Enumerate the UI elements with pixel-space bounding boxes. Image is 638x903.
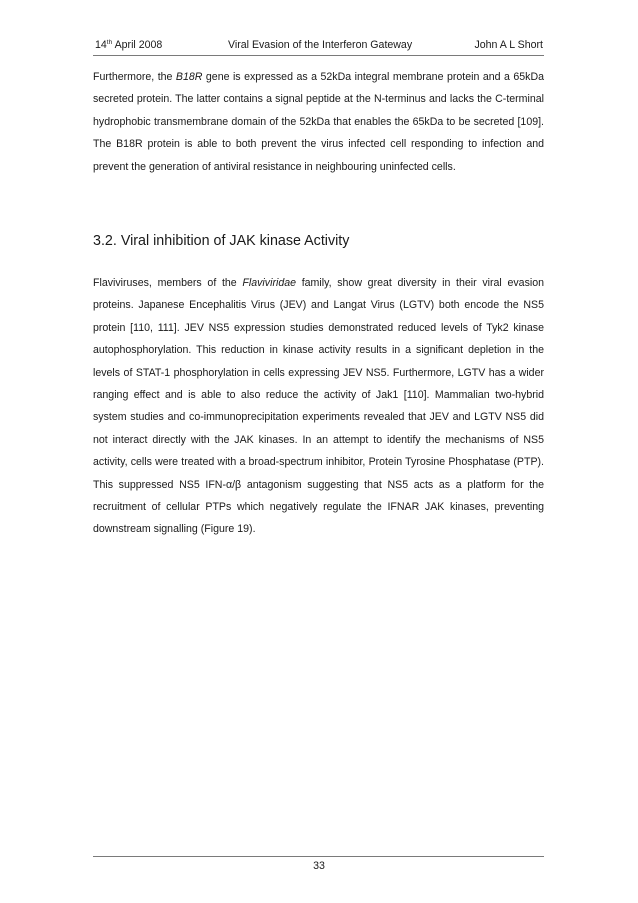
header-divider [93, 55, 544, 56]
paragraph-jak-inhibition [93, 272, 544, 541]
running-header [95, 37, 543, 53]
header-date-day: 14 [95, 39, 107, 51]
header-date-suffix: th [106, 39, 113, 46]
header-author: John A L Short [474, 39, 543, 51]
page-number: 33 [313, 860, 325, 872]
gene-name-b18r: B18R [175, 71, 203, 83]
family-name-flaviviridae: Flaviviridae [242, 277, 296, 289]
paragraph-jak-text-2: family, show great diversity in their viral evasion proteins. Japanese Encephalitis Virus (JEV) and Langat Virus (LGTV) both encode the NS5 protein [110, 111]. JEV NS5 expression studies demonstrated reduced levels of Tyk2 kinase autophosphorylation. This reduction in kinase activity results in a significant depletion in the levels of STAT-1 phosphorylation in cells expressing JEV NS5. Furthermore, LGTV has a wider ranging effect and is able to also reduce the activity of Jak1 [110]. Mammalian two-hybrid system studies and co-immunoprecipitation experiments revealed that JEV and LGTV NS5 did not interact directly with the JAK kinases. In an attempt to identify the mechanisms of NS5 activity, cells were treated with a broad-spectrum inhibitor, Protein Tyrosine Phosphatase (PTP). This suppressed NS5 IFN-α/β antagonism suggesting that NS5 acts as a platform for the recruitment of cellular PTPs which negatively regulate the IFNAR JAK kinases, preventing downstream signalling (Figure 19). [93, 277, 545, 536]
paragraph-b18r-text-2: gene is expressed as a 52kDa integral membrane protein and a 65kDa secreted protein. The latter contains a signal peptide at the N-terminus and lacks the C-terminal hydrophobic transmembrane domain of the 52kDa that enables the 65kDa to be secreted [109]. The B18R protein is able to both prevent the virus infected cell responding to infection and prevent the generation of antiviral resistance in neighbouring uninfected cells. [93, 71, 544, 173]
header-date-rest: April 2008 [112, 39, 163, 51]
paragraph-jak-text-1: Flaviviruses, members of the [93, 277, 243, 289]
footer-divider [93, 856, 544, 857]
header-document-title: Viral Evasion of the Interferon Gateway [228, 39, 413, 51]
paragraph-b18r-text-1: Furthermore, the [93, 71, 176, 83]
header-date [95, 37, 162, 53]
paragraph-b18r [93, 66, 544, 178]
section-heading: 3.2. Viral inhibition of JAK kinase Activity [93, 233, 350, 249]
